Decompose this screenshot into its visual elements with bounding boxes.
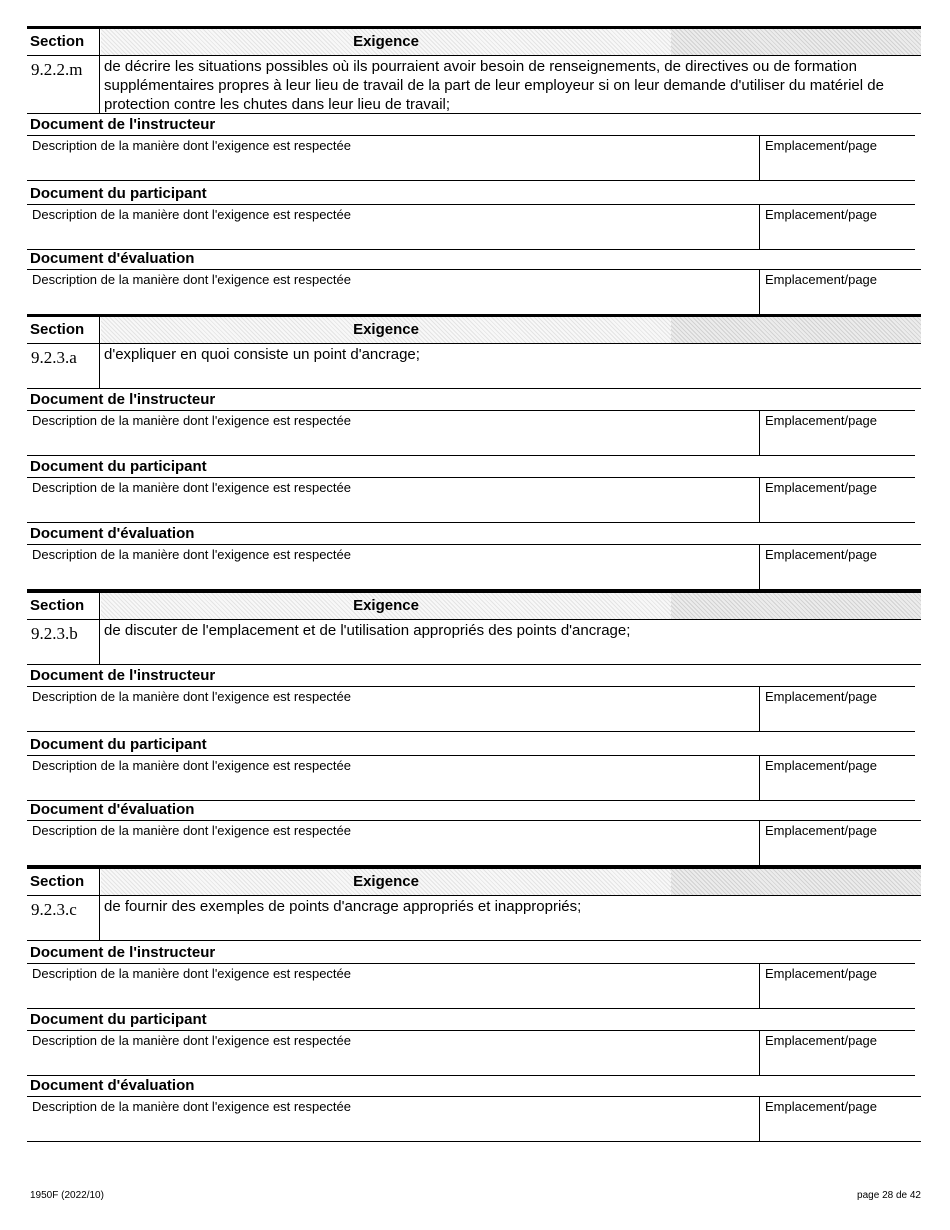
- exigence-header: [101, 29, 921, 55]
- requirement-row: [27, 620, 921, 665]
- description-field[interactable]: Description de la manière dont l'exigence est respectée: [32, 207, 351, 222]
- document-fields: [27, 477, 915, 523]
- exigence-header: [101, 869, 921, 895]
- table-header: [27, 314, 921, 344]
- document-title: Document du participant: [30, 736, 207, 753]
- description-field[interactable]: Description de la manière dont l'exigence est respectée: [32, 413, 351, 428]
- requirement-text: d'expliquer en quoi consiste un point d'ancrage;: [104, 346, 420, 363]
- document-title: Document d'évaluation: [30, 525, 195, 542]
- document-title: Document de l'instructeur: [30, 391, 216, 408]
- requirement-row: [27, 344, 921, 389]
- exigence-header: [101, 317, 921, 343]
- exigence-header-label: Exigence: [353, 321, 419, 338]
- requirement-row: [27, 896, 921, 941]
- section-header: Section: [27, 29, 100, 55]
- document-fields: [27, 269, 921, 315]
- instructor-document: [27, 943, 921, 1009]
- location-page-field[interactable]: Emplacement/page: [759, 205, 915, 249]
- location-page-field[interactable]: Emplacement/page: [759, 1097, 921, 1141]
- description-field[interactable]: Description de la manière dont l'exigence est respectée: [32, 547, 351, 562]
- table-header: [27, 866, 921, 896]
- requirement-row: [27, 56, 921, 114]
- participant-document: [27, 735, 921, 801]
- table-header: [27, 590, 921, 620]
- requirement-text: de fournir des exemples de points d'ancrage appropriés et inappropriés;: [104, 898, 582, 915]
- location-page-field[interactable]: Emplacement/page: [759, 545, 921, 589]
- document-title: Document de l'instructeur: [30, 116, 216, 133]
- location-page-field[interactable]: Emplacement/page: [759, 411, 915, 455]
- table-header: [27, 26, 921, 56]
- document-fields: [27, 544, 921, 590]
- document-title: Document d'évaluation: [30, 250, 195, 267]
- evaluation-document: [27, 1076, 921, 1142]
- section-number: 9.2.2.m: [27, 56, 100, 113]
- section-header: Section: [27, 593, 100, 619]
- instructor-document: [27, 115, 921, 181]
- document-fields: [27, 755, 915, 801]
- description-field[interactable]: Description de la manière dont l'exigence est respectée: [32, 966, 351, 981]
- form-id: 1950F (2022/10): [30, 1190, 104, 1201]
- page-number: page 28 de 42: [857, 1190, 921, 1201]
- participant-document: [27, 457, 921, 523]
- participant-document: [27, 184, 921, 250]
- requirement-text: de décrire les situations possibles où ils pourraient avoir besoin de renseignements, de directives ou de formation supplémentaires propres à leur lieu de travail de la part de leur employeur si on leur demande d'utiliser du matériel de protection contre les chutes dans leur lieu de travail;: [104, 58, 884, 113]
- section-number: 9.2.3.b: [27, 620, 100, 664]
- participant-document: [27, 1010, 921, 1076]
- section-number: 9.2.3.a: [27, 344, 100, 388]
- instructor-document: [27, 390, 921, 456]
- exigence-header: [101, 593, 921, 619]
- exigence-header-label: Exigence: [353, 33, 419, 50]
- description-field[interactable]: Description de la manière dont l'exigence est respectée: [32, 689, 351, 704]
- section-number: 9.2.3.c: [27, 896, 100, 940]
- evaluation-document: [27, 800, 921, 866]
- location-page-field[interactable]: Emplacement/page: [759, 687, 915, 731]
- document-title: Document d'évaluation: [30, 801, 195, 818]
- location-page-field[interactable]: Emplacement/page: [759, 821, 921, 865]
- document-fields: [27, 1030, 915, 1076]
- location-page-field[interactable]: Emplacement/page: [759, 270, 921, 314]
- document-title: Document de l'instructeur: [30, 667, 216, 684]
- document-fields: [27, 410, 915, 456]
- document-fields: [27, 686, 915, 732]
- description-field[interactable]: Description de la manière dont l'exigence est respectée: [32, 823, 351, 838]
- document-title: Document du participant: [30, 185, 207, 202]
- location-page-field[interactable]: Emplacement/page: [759, 756, 915, 800]
- document-fields: [27, 820, 921, 866]
- document-title: Document du participant: [30, 1011, 207, 1028]
- description-field[interactable]: Description de la manière dont l'exigence est respectée: [32, 138, 351, 153]
- exigence-header-label: Exigence: [353, 873, 419, 890]
- document-fields: [27, 204, 915, 250]
- description-field[interactable]: Description de la manière dont l'exigence est respectée: [32, 1033, 351, 1048]
- location-page-field[interactable]: Emplacement/page: [759, 136, 915, 180]
- document-title: Document du participant: [30, 458, 207, 475]
- evaluation-document: [27, 249, 921, 315]
- instructor-document: [27, 666, 921, 732]
- description-field[interactable]: Description de la manière dont l'exigence est respectée: [32, 480, 351, 495]
- document-fields: [27, 1096, 921, 1142]
- requirement-text: de discuter de l'emplacement et de l'utilisation appropriés des points d'ancrage;: [104, 622, 631, 639]
- section-header: Section: [27, 317, 100, 343]
- location-page-field[interactable]: Emplacement/page: [759, 478, 915, 522]
- location-page-field[interactable]: Emplacement/page: [759, 1031, 915, 1075]
- description-field[interactable]: Description de la manière dont l'exigence est respectée: [32, 1099, 351, 1114]
- location-page-field[interactable]: Emplacement/page: [759, 964, 915, 1008]
- document-fields: [27, 135, 915, 181]
- section-header: Section: [27, 869, 100, 895]
- evaluation-document: [27, 524, 921, 590]
- description-field[interactable]: Description de la manière dont l'exigence est respectée: [32, 758, 351, 773]
- exigence-header-label: Exigence: [353, 597, 419, 614]
- document-title: Document d'évaluation: [30, 1077, 195, 1094]
- description-field[interactable]: Description de la manière dont l'exigence est respectée: [32, 272, 351, 287]
- document-fields: [27, 963, 915, 1009]
- document-title: Document de l'instructeur: [30, 944, 216, 961]
